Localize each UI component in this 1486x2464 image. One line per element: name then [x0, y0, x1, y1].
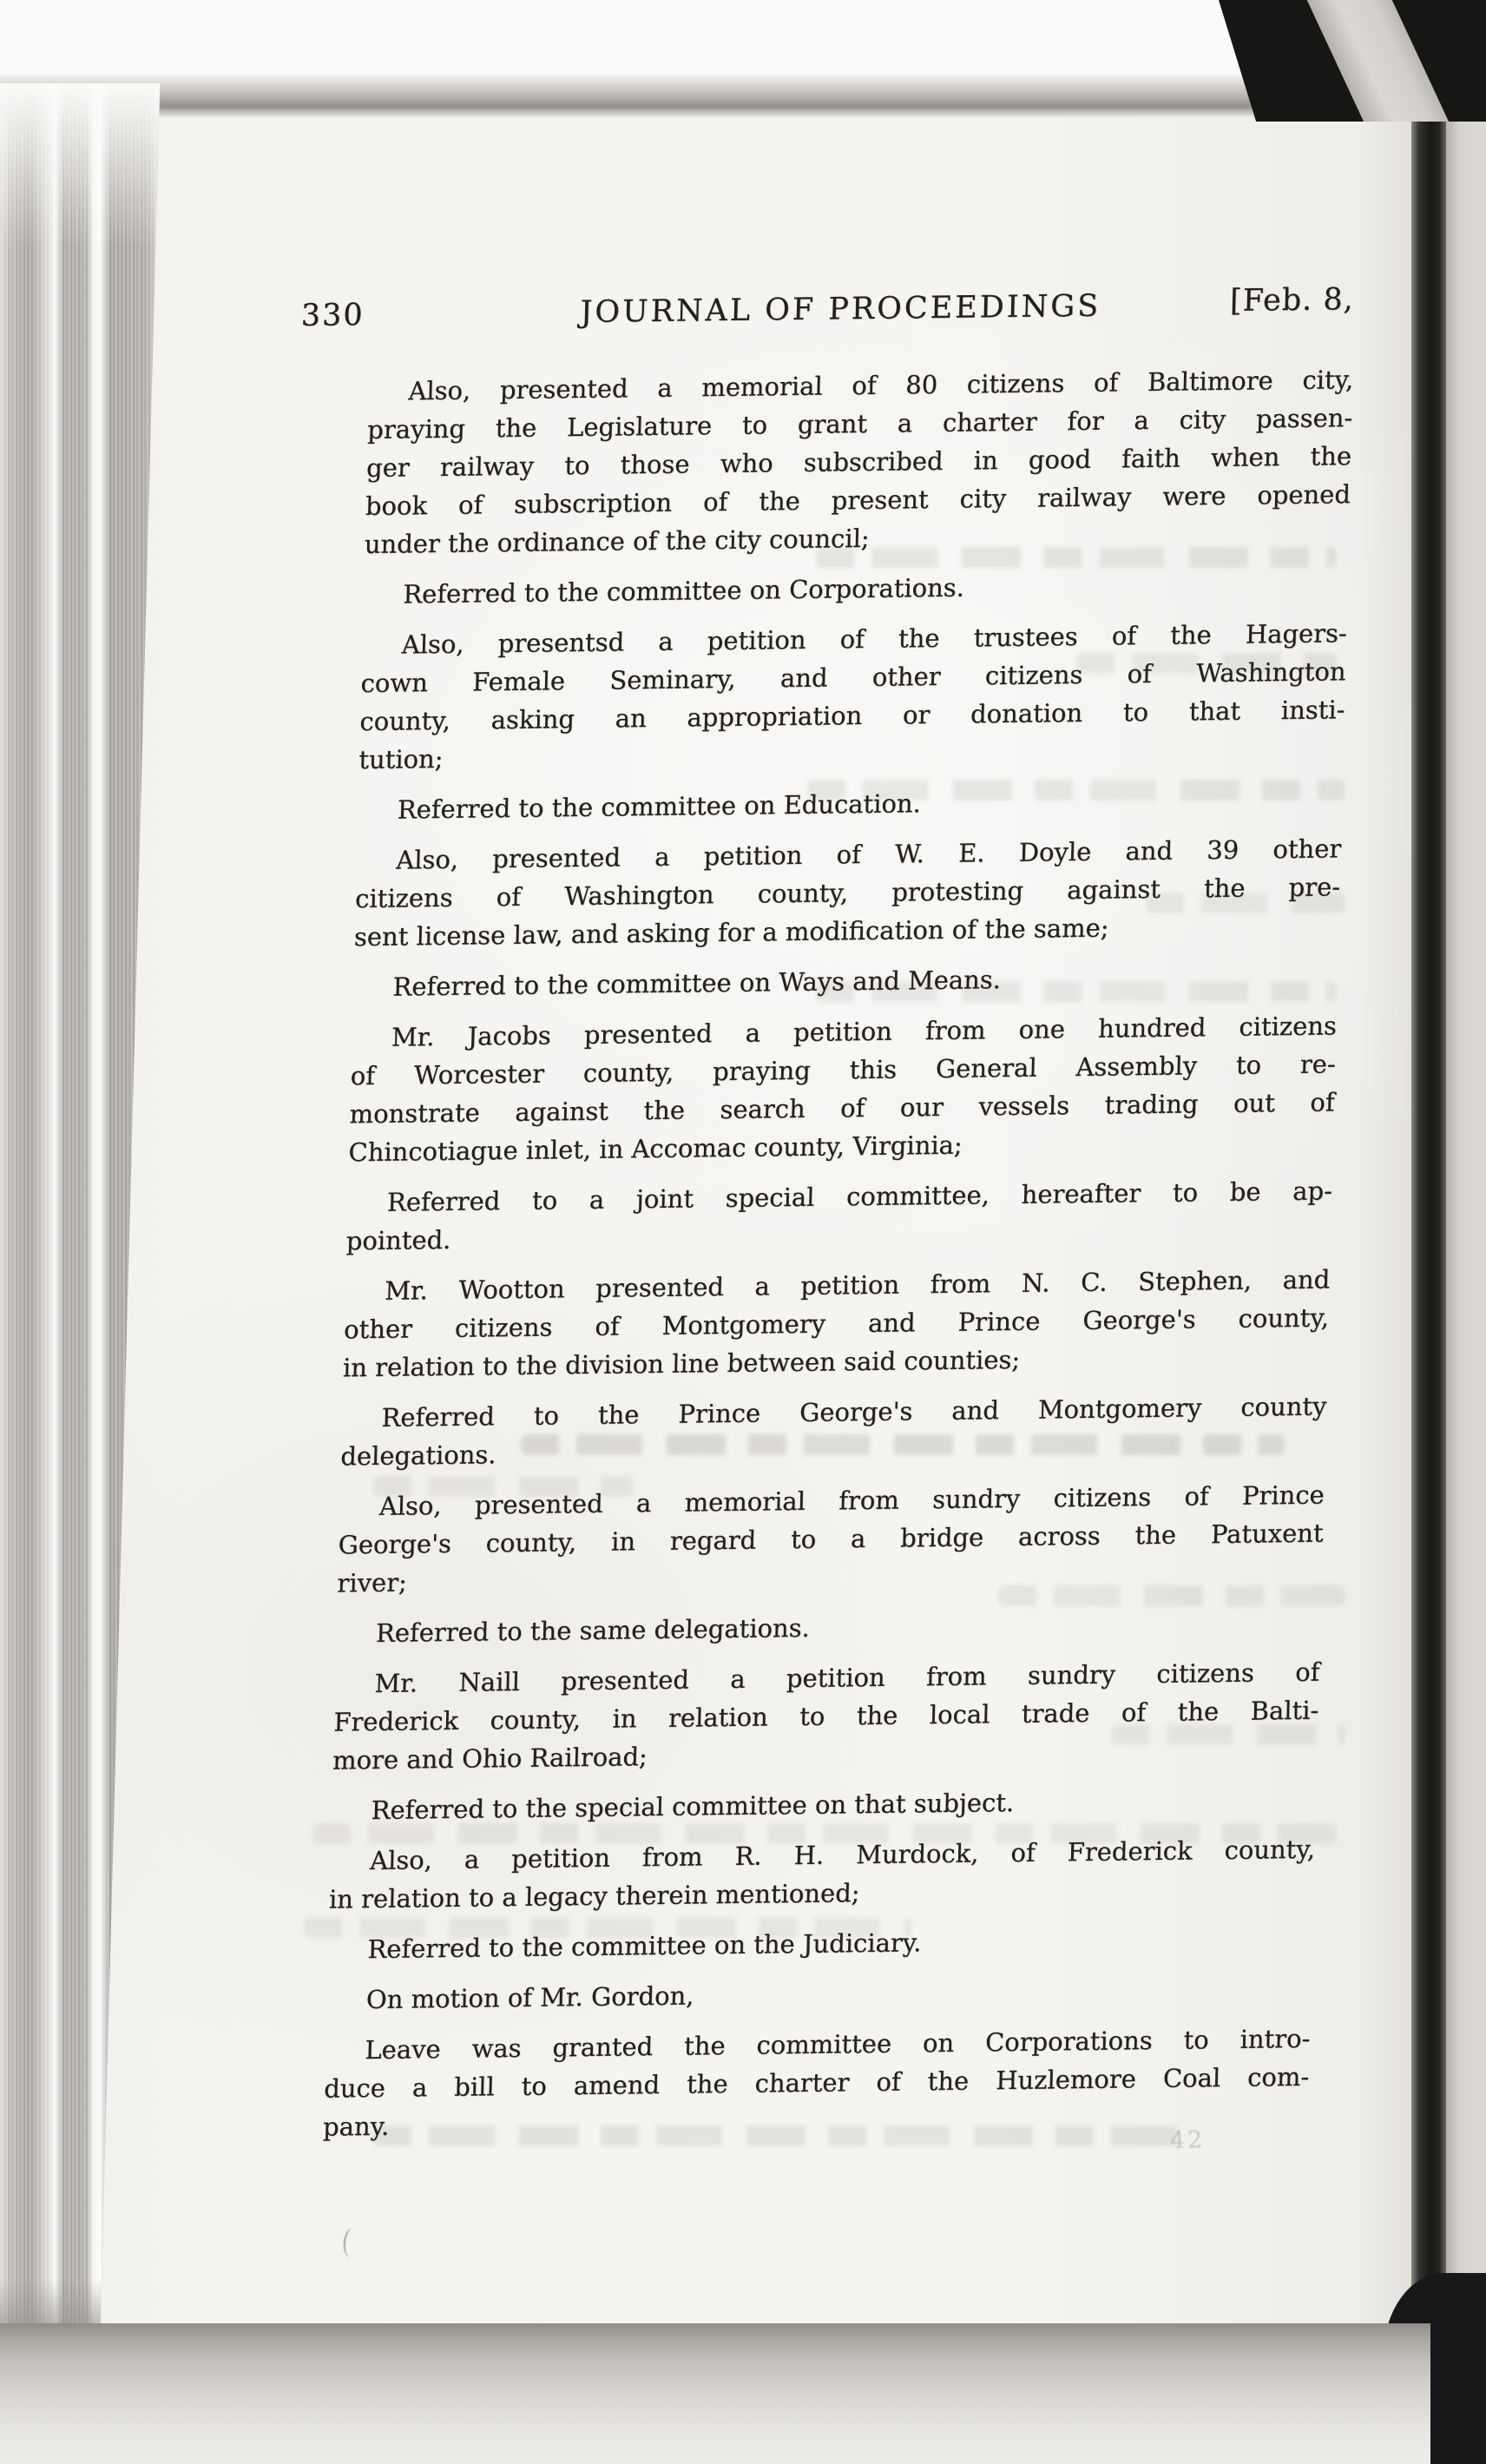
text-line: Mr. Naill presented a petition from sundry citizens of [374, 1657, 1320, 1698]
text-line: citizens of Washington county, protesting against the pre- [354, 872, 1341, 914]
text-line: of Worcester county, praying this General Assembly to re- [350, 1049, 1337, 1091]
paragraphs [323, 360, 1354, 2146]
text-line: Mr. Jacobs presented a petition from one hundred citizens [391, 1011, 1338, 1052]
text-line: ger railway to those who subscribed in good faith when the [365, 441, 1352, 483]
text-line: George's county, in regard to a bridge across the Patuxent [338, 1518, 1325, 1560]
text-line: other citizens of Montgomery and Prince George's county, [343, 1302, 1330, 1345]
text-line: Leave was granted the committee on Corporations to intro- [364, 2023, 1311, 2065]
text-line: Also, presented a memorial of 80 citizens of Baltimore city, [408, 365, 1354, 406]
text-line: sent license law, and asking for a modification of the same; [353, 912, 1109, 952]
text-line: river; [337, 1567, 408, 1598]
paragraph [325, 1969, 1312, 2019]
running-title: JOURNAL OF PROCEEDINGS [579, 288, 1101, 330]
date-header: [Feb. 8, [1229, 282, 1355, 319]
paragraph [345, 1171, 1332, 1260]
text-line: Also, presentsd a petition of the trustees of the Hagers- [401, 618, 1348, 660]
printed-text-block [300, 282, 1355, 2158]
text-line: pany. [322, 2111, 390, 2142]
text-line: delegations. [339, 1440, 496, 1472]
text-line: county, asking an appropriation or donation to that insti- [359, 695, 1345, 737]
text-line: Referred to a joint special committee, hereafter to be ap- [386, 1176, 1333, 1217]
paragraph [331, 1780, 1317, 1830]
paragraph [340, 1387, 1327, 1476]
text-line: Referred to the committee on Education. [397, 788, 922, 825]
paragraph [337, 1476, 1325, 1603]
text-line: Referred to the committee on Ways and Means. [392, 965, 1002, 1002]
text-line: pointed. [345, 1224, 451, 1256]
paragraph [335, 1603, 1321, 1653]
paragraph [352, 956, 1338, 1006]
paragraph [364, 360, 1354, 563]
text-line: Referred to the same delegations. [375, 1612, 811, 1648]
text-line: under the ordinance of the city council; [364, 523, 871, 560]
paragraph [342, 1260, 1330, 1387]
text-line: Referred to the committee on the Judiciary. [367, 1927, 922, 1965]
text-line: Frederick county, in relation to the local trade of the Balti- [332, 1695, 1319, 1737]
text-line: Referred to the committee on Corporations. [402, 572, 965, 609]
text-line: Also, a petition from R. H. Murdock, of Frederick county, [369, 1834, 1316, 1876]
text-line: praying the Legislature to grant a charter for a city passen- [366, 403, 1353, 445]
paragraph [363, 563, 1349, 614]
paragraph [332, 1653, 1320, 1780]
text-line: Also, presented a petition of W. E. Doyle and 39 other [395, 833, 1342, 875]
paragraph [357, 779, 1343, 829]
bookmark-ribbon [1304, 0, 1452, 122]
text-line: Also, presented a memorial from sundry citizens of Prince [378, 1479, 1325, 1521]
bottom-shadow [0, 2323, 1430, 2464]
text-line: Chincotiague inlet, in Accomac county, Virginia; [348, 1130, 963, 1168]
text-line: Referred to the special committee on that subject. [371, 1787, 1015, 1826]
paragraph [348, 1006, 1338, 1171]
text-line: Referred to the Prince George's and Montgomery county [381, 1391, 1327, 1433]
facing-page-edge [1446, 108, 1486, 2289]
text-line: On motion of Mr. Gordon, [365, 1980, 694, 2015]
text-line: tution; [358, 743, 444, 775]
paragraph [323, 2019, 1311, 2146]
paragraph [358, 614, 1348, 779]
page-number: 330 [300, 297, 365, 333]
background-top-right [1219, 0, 1486, 122]
text-line: Mr. Wootton presented a petition from N. C. Stephen, and [384, 1264, 1331, 1306]
text-line: duce a bill to amend the charter of the Huzlemore Coal com- [323, 2061, 1310, 2104]
text-line: monstrate against the search of our vessels trading out of [349, 1087, 1336, 1130]
paragraph [327, 1919, 1313, 1969]
text-line: in relation to the division line between said counties; [342, 1344, 1021, 1383]
text-line: in relation to a legacy therein mentioned; [328, 1878, 860, 1914]
text-line: cown Female Seminary, and other citizens of Washington [360, 656, 1347, 699]
text-line: more and Ohio Railroad; [332, 1742, 648, 1776]
text-line: book of subscription of the present city railway were opened [365, 479, 1351, 522]
paragraph [328, 1830, 1315, 1919]
paragraph [353, 829, 1341, 956]
page-gutter-shadow [1411, 108, 1446, 2330]
book-top-edge-shadow [0, 73, 1417, 118]
signature-mark-ghost: 42 [1169, 2126, 1206, 2155]
